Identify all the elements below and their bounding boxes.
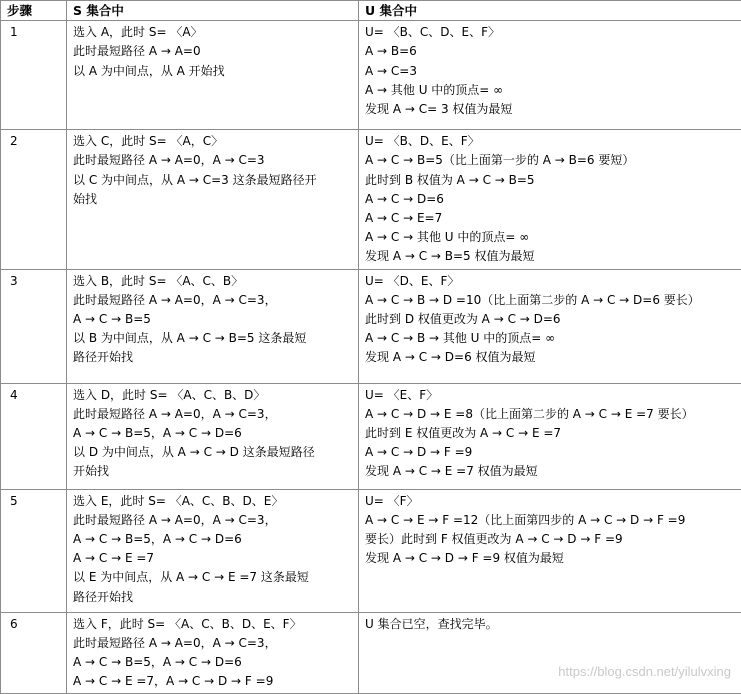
u-set-line: 发现 A → C= 3 权值为最短 [365, 100, 735, 119]
s-set-line: 以 D 为中间点，从 A → C → D 这条最短路径 [73, 443, 352, 462]
u-set-cell [359, 269, 741, 383]
u-set-line: A → C → B → 其他 U 中的顶点= ∞ [365, 329, 735, 348]
header-step: 步骤 [1, 1, 67, 21]
u-set-line: U= 〈D、E、F〉 [365, 272, 735, 291]
s-set-line: A → C → B=5，A → C → D=6 [73, 653, 352, 672]
s-set-cell [67, 269, 359, 383]
s-set-line: 以 C 为中间点，从 A → C=3 这条最短路径开 [73, 171, 352, 190]
s-set-cell [67, 383, 359, 489]
step-number: 2 [1, 130, 67, 269]
s-set-line: A → C → B=5 [73, 310, 352, 329]
watermark: https://blog.csdn.net/yilulvxing [558, 664, 731, 679]
s-set-line: 以 A 为中间点，从 A 开始找 [73, 62, 352, 81]
s-set-line: 以 B 为中间点，从 A → C → B=5 这条最短 [73, 329, 352, 348]
u-set-line: A → C → D → E =8（比上面第二步的 A → C → E =7 要长） [365, 405, 735, 424]
s-set-cell [67, 21, 359, 130]
s-set-line: 以 E 为中间点，从 A → C → E =7 这条最短 [73, 568, 352, 587]
s-set-line: 选入 E，此时 S= 〈A、C、B、D、E〉 [73, 492, 352, 511]
u-set-cell [359, 383, 741, 489]
step-number: 4 [1, 383, 67, 489]
s-set-cell [67, 130, 359, 269]
u-set-line: 此时到 B 权值为 A → C → B=5 [365, 171, 735, 190]
u-set-line: 发现 A → C → D → F =9 权值为最短 [365, 549, 735, 568]
s-set-line: A → C → B=5，A → C → D=6 [73, 530, 352, 549]
u-set-line: 要长）此时到 F 权值更改为 A → C → D → F =9 [365, 530, 735, 549]
step-number: 3 [1, 269, 67, 383]
step-number: 1 [1, 21, 67, 130]
table-row [1, 612, 741, 694]
u-set-line: 发现 A → C → B=5 权值为最短 [365, 247, 735, 266]
step-number: 5 [1, 489, 67, 612]
u-set-line: A → C → B=5（比上面第一步的 A → B=6 要短） [365, 151, 735, 170]
u-set-cell [359, 21, 741, 130]
s-set-line: 此时最短路径 A → A=0，A → C=3， [73, 634, 352, 653]
u-set-line: U 集合已空，查找完毕。 [365, 615, 735, 634]
u-set-line: 此时到 D 权值更改为 A → C → D=6 [365, 310, 735, 329]
u-set-line: 发现 A → C → D=6 权值为最短 [365, 348, 735, 367]
step-number: 6 [1, 612, 67, 694]
s-set-line: 此时最短路径 A → A=0，A → C=3， [73, 511, 352, 530]
table-row [1, 21, 741, 130]
s-set-line: 选入 F，此时 S= 〈A、C、B、D、E、F〉 [73, 615, 352, 634]
u-set-line: 此时到 E 权值更改为 A → C → E =7 [365, 424, 735, 443]
u-set-cell [359, 489, 741, 612]
u-set-line: U= 〈B、D、E、F〉 [365, 132, 735, 151]
u-set-line: A → B=6 [365, 42, 735, 61]
u-set-line: A → C → B → D =10（比上面第二步的 A → C → D=6 要长） [365, 291, 735, 310]
u-set-line: U= 〈E、F〉 [365, 386, 735, 405]
s-set-line: 开始找 [73, 462, 352, 481]
s-set-line: 选入 A，此时 S= 〈A〉 [73, 23, 352, 42]
u-set-line: U= 〈F〉 [365, 492, 735, 511]
s-set-line: 选入 C，此时 S= 〈A，C〉 [73, 132, 352, 151]
u-set-cell [359, 612, 741, 694]
u-set-cell [359, 130, 741, 269]
s-set-line: 此时最短路径 A → A=0，A → C=3 [73, 151, 352, 170]
table-row [1, 383, 741, 489]
s-set-line: 选入 D，此时 S= 〈A、C、B、D〉 [73, 386, 352, 405]
s-set-line: A → C → B=5，A → C → D=6 [73, 424, 352, 443]
s-set-line: 此时最短路径 A → A=0，A → C=3， [73, 291, 352, 310]
u-set-line: A → C → D=6 [365, 190, 735, 209]
s-set-line: 始找 [73, 190, 352, 209]
u-set-line: 发现 A → C → E =7 权值为最短 [365, 462, 735, 481]
s-set-cell [67, 489, 359, 612]
s-set-line: 路径开始找 [73, 348, 352, 367]
u-set-line: A → C=3 [365, 62, 735, 81]
s-set-cell [67, 612, 359, 694]
header-s-set: S 集合中 [67, 1, 359, 21]
u-set-line: U= 〈B、C、D、E、F〉 [365, 23, 735, 42]
u-set-line: A → 其他 U 中的顶点= ∞ [365, 81, 735, 100]
table-row [1, 130, 741, 269]
header-u-set: U 集合中 [359, 1, 741, 21]
u-set-line: A → C → E → F =12（比上面第四步的 A → C → D → F =9 [365, 511, 735, 530]
s-set-line: A → C → E =7 [73, 549, 352, 568]
u-set-line: A → C → E=7 [365, 209, 735, 228]
s-set-line: 此时最短路径 A → A=0，A → C=3， [73, 405, 352, 424]
table-row [1, 489, 741, 612]
u-set-line: A → C → D → F =9 [365, 443, 735, 462]
s-set-line: 路径开始找 [73, 588, 352, 607]
s-set-line: 选入 B，此时 S= 〈A、C、B〉 [73, 272, 352, 291]
u-set-line: A → C → 其他 U 中的顶点= ∞ [365, 228, 735, 247]
s-set-line: 此时最短路径 A → A=0 [73, 42, 352, 61]
table-header-row [1, 1, 741, 21]
s-set-line: A → C → E =7，A → C → D → F =9 [73, 672, 352, 691]
table-row [1, 269, 741, 383]
